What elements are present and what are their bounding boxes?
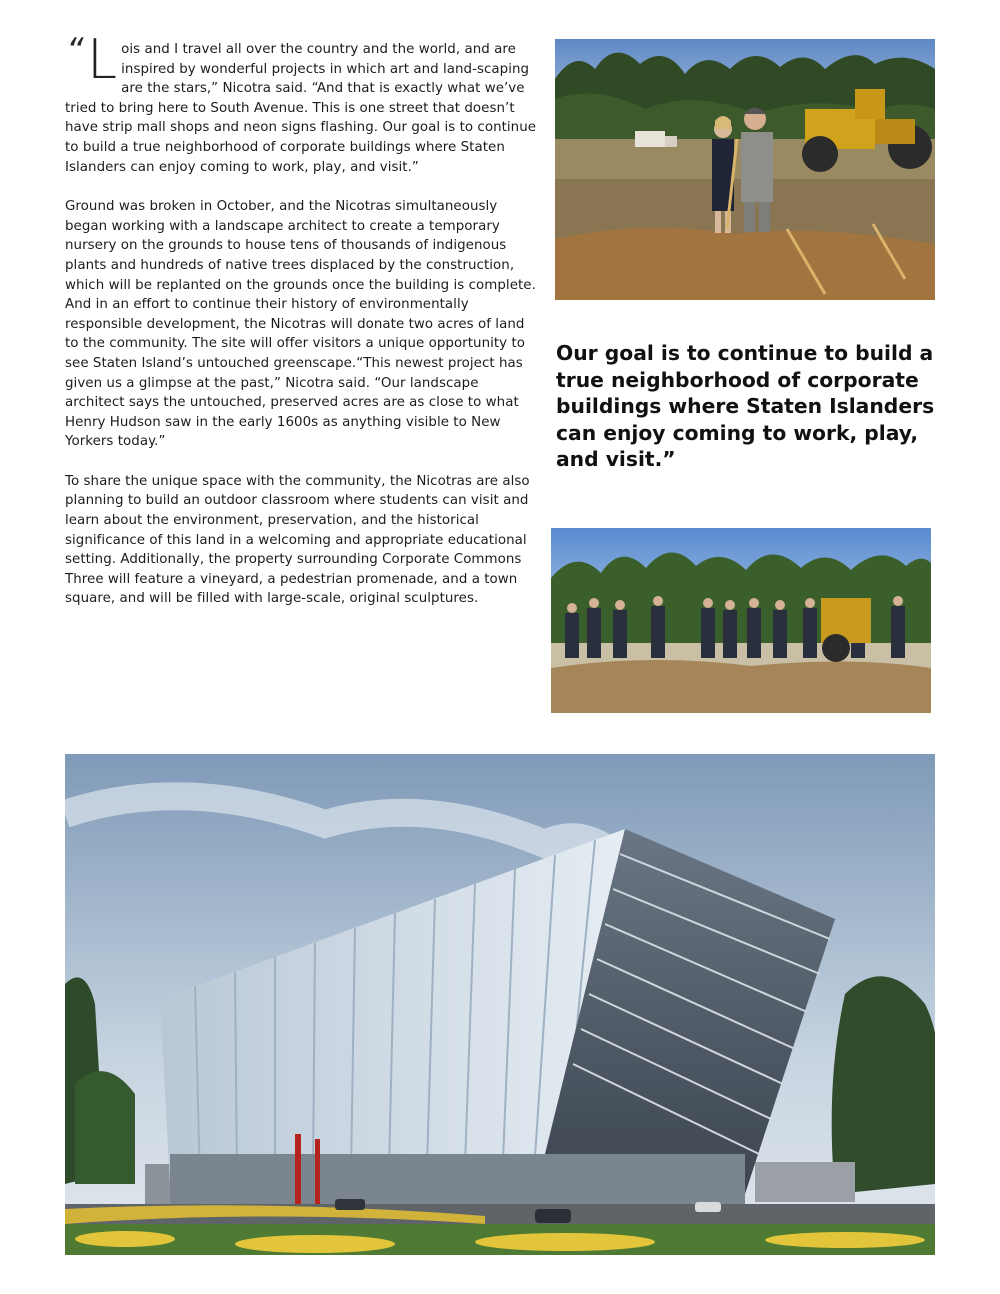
opening-quote-mark: “ <box>66 31 84 71</box>
building-rendering <box>65 754 935 1255</box>
pull-quote: Our goal is to continue to build a true neighborhood of corporate buildings where Staten Islanders can enjoy coming to work, play, and visit.” <box>556 341 935 472</box>
lead-paragraph <box>65 28 540 177</box>
article-body <box>65 28 540 629</box>
lead-text: ois and I travel all over the country and the world, and are inspired by wonderful projects in which art and land-scaping are the stars,” Nicotra said. “And that is exactly what we’ve tried to bring here to South Avenue. This is one street that doesn’t have strip mall shops and neon signs flashing. Our goal is to continue to build a true neighborhood of corporate buildings where Staten Islanders can enjoy coming to work, play, and visit.” <box>65 42 537 175</box>
groundbreaking-couple-photo <box>555 39 935 300</box>
paragraph-outdoor-classroom: To share the unique space with the community, the Nicotras are also planning to build an outdoor classroom where students can visit and learn about the environment, preservation, and the historical significance of this land in a welcoming and appropriate educational setting. Additionally, the property surrounding Corporate Commons Three will feature a vineyard, a pedestrian promenade, and a town square, and will be filled with large-scale, original sculptures. <box>65 473 530 607</box>
groundbreaking-group-photo <box>551 528 931 713</box>
paragraph-groundbreaking: Ground was broken in October, and the Nicotras simultaneously began working with a landscape architect to create a temporary nursery on the grounds to house tens of thousands of indigenous plants and hundreds of native trees displaced by the construction, which will be replanted on the grounds once the building is complete. And in an effort to continue their history of environmentally responsible development, the Nicotras will donate two acres of land to the community. The site will offer visitors a unique opportunity to see Staten Island’s untouched greenscape.“This newest project has given us a glimpse at the past,” Nicotra said. “Our landscape architect says the untouched, preserved acres are as close to what Henry Hudson saw in the early 1600s as anything visible to New Yorkers today.” <box>65 199 536 450</box>
drop-cap: L <box>87 28 118 91</box>
